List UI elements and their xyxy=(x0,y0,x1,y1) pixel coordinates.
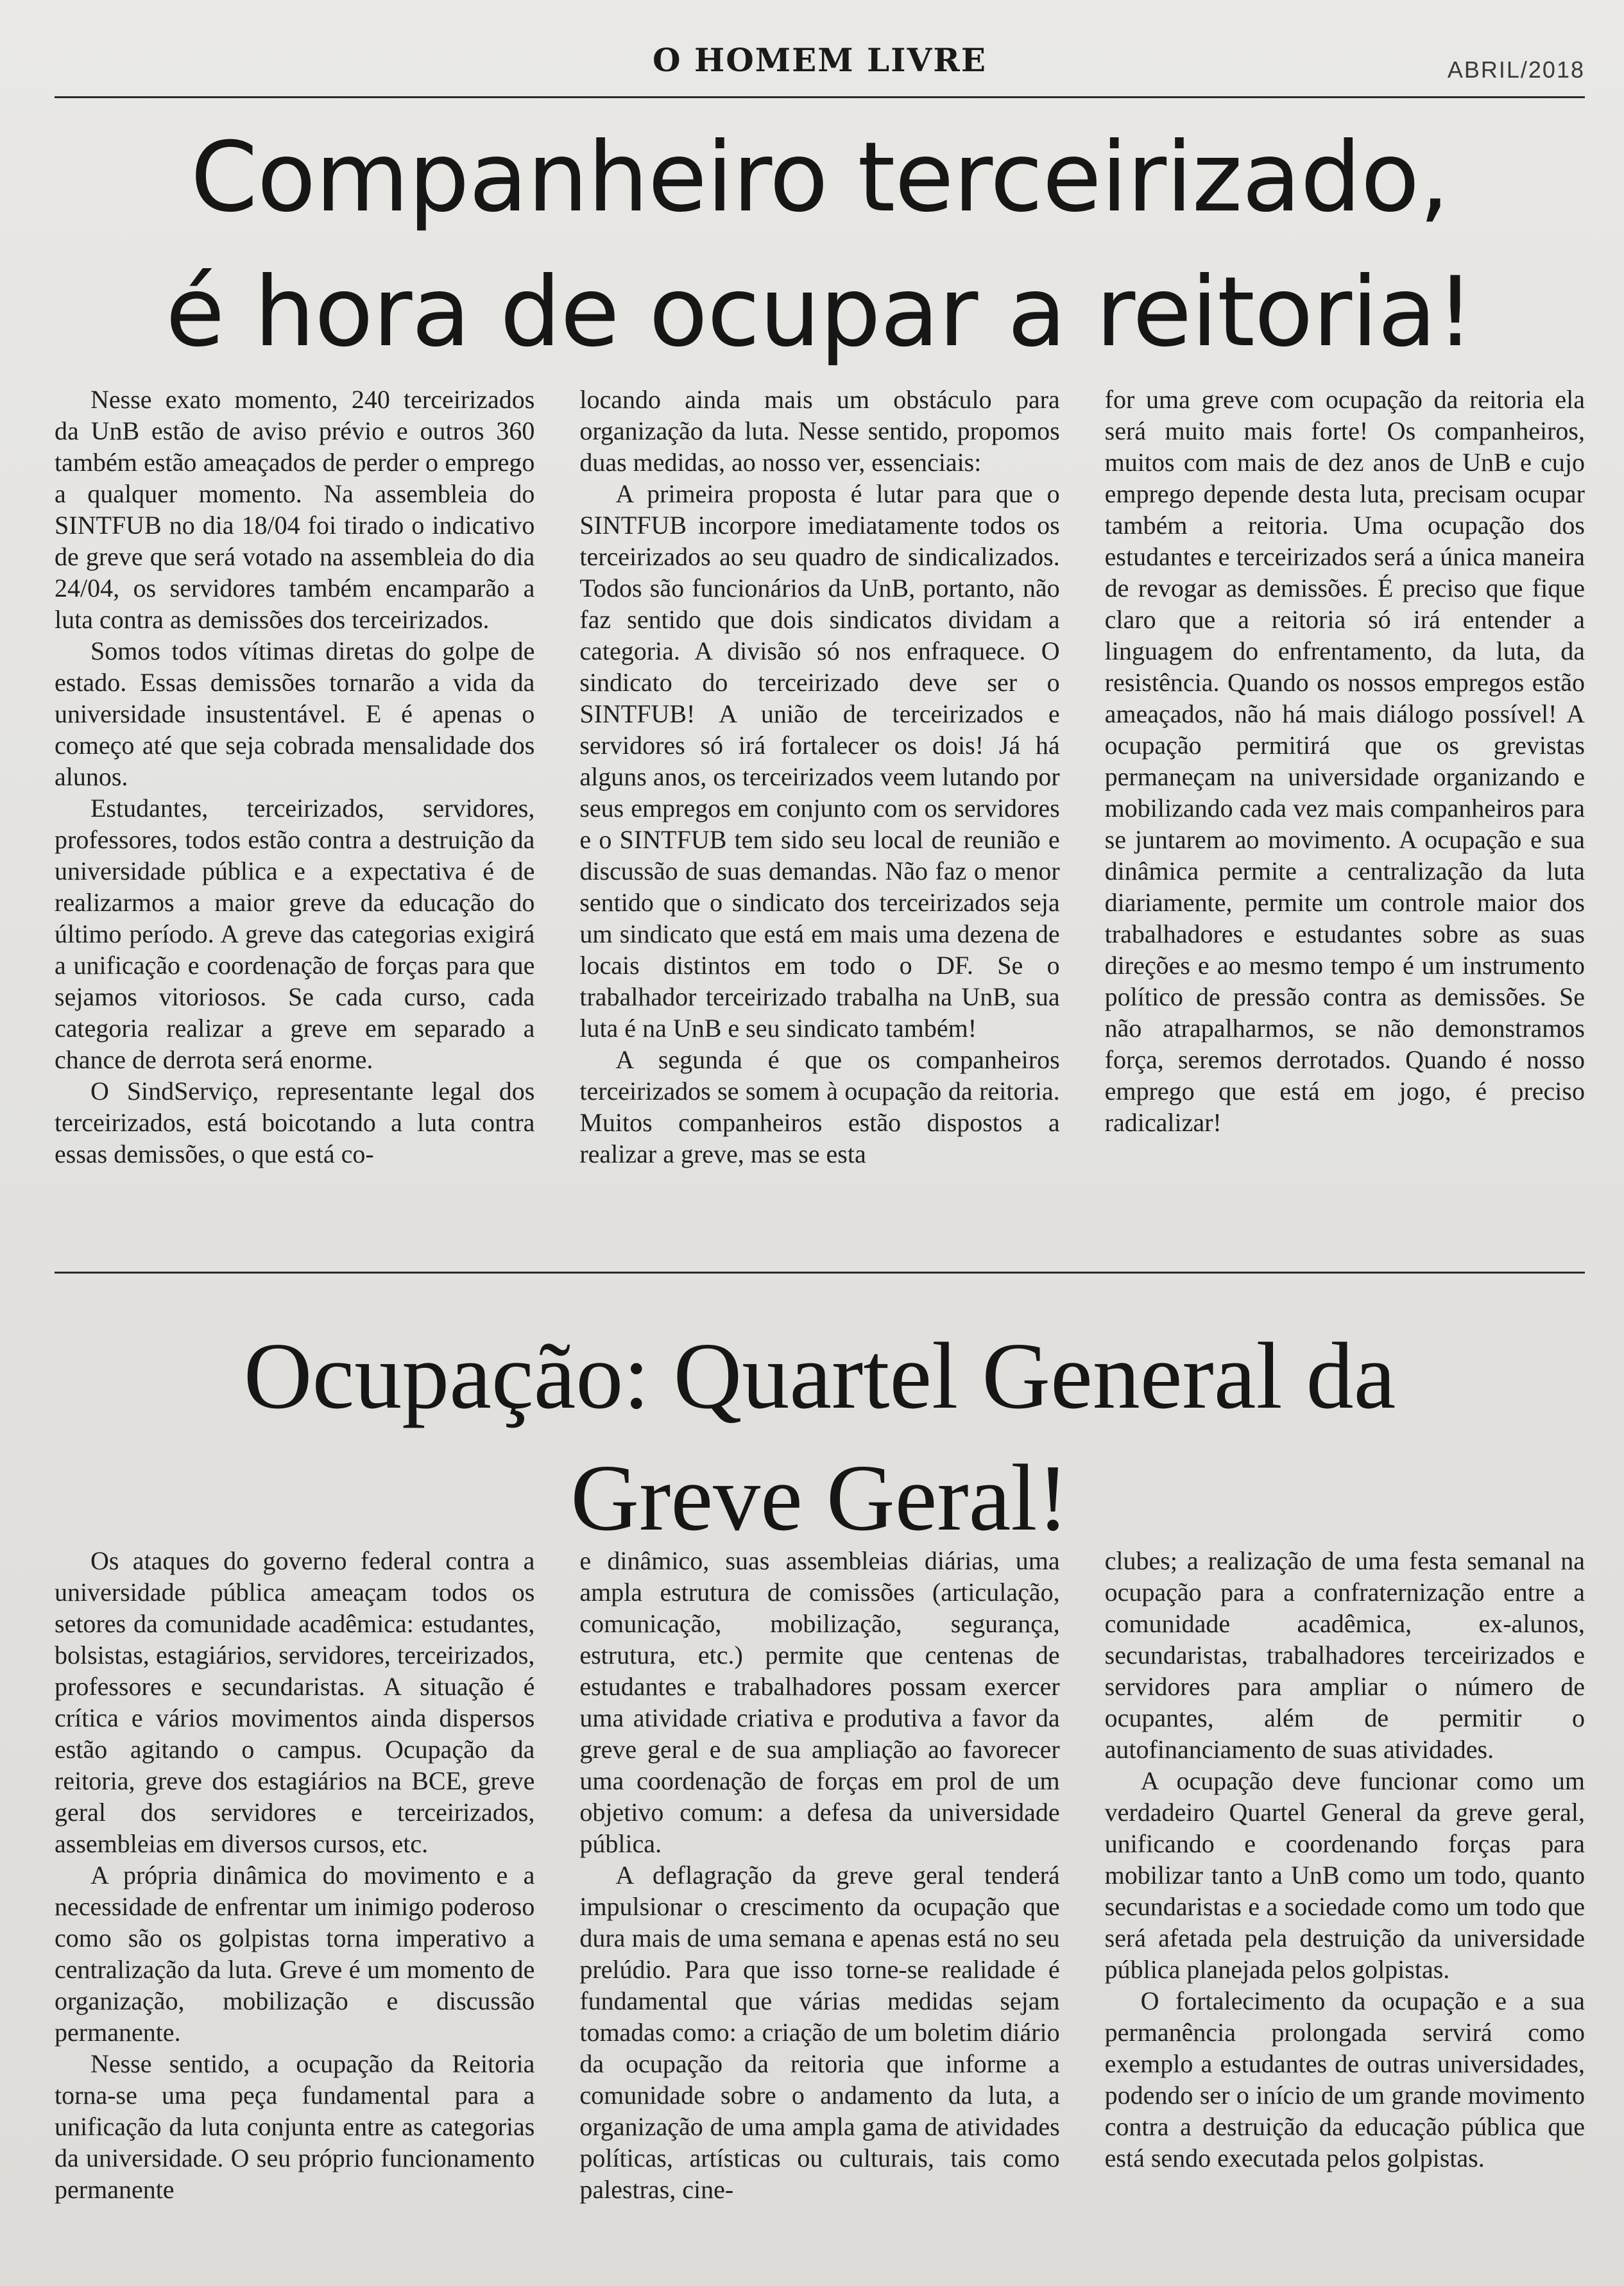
article1-column-2 xyxy=(579,384,1059,1170)
article2-paragraph: A própria dinâmica do movimento e a necessidade de enfrentar um inimigo poderoso como são os golpistas torna imperativo a centralização da luta. Greve é um momento de organização, mobilização e discussão permanente. xyxy=(55,1861,535,2047)
article2-paragraph: e dinâmico, suas assembleias diárias, uma ampla estrutura de comissões (articulação, comunicação, mobilização, segurança, estrutura, etc.) permite que centenas de estudantes e trabalhadores possam exercer uma atividade criativa e produtiva a favor da greve geral e de sua ampliação ao favorecer uma coordenação de forças em prol de um objetivo comum: a defesa da universidade pública. xyxy=(579,1546,1060,1858)
article1-paragraph: Somos todos vítimas diretas do golpe de estado. Essas demissões tornarão a vida da universidade insustentável. E é apenas o começo até que seja cobrada mensalidade dos alunos. xyxy=(55,636,535,791)
article1-paragraph: Nesse exato momento, 240 terceirizados da UnB estão de aviso prévio e outros 360 também estão ameaçados de perder o emprego a qualquer momento. Na assembleia do SINTFUB no dia 18/04 foi tirado o indicativo de greve que será votado na assembleia do dia 24/04, os servidores também encamparão a luta contra as demissões dos terceirizados. xyxy=(55,385,535,634)
issue-date: ABRIL/2018 xyxy=(1447,56,1585,83)
article2-column-2 xyxy=(579,1545,1059,2205)
article1-headline xyxy=(55,110,1585,380)
article2-paragraph: clubes; a realização de uma festa semanal na ocupação para a confraternização entre a comunidade acadêmica, ex-alunos, secundaristas, trabalhadores terceirizados e servidores para ampliar o número de ocupantes, além de permitir o autofinanciamento de suas atividades. xyxy=(1104,1546,1585,1764)
article1-headline-line2: é hora de ocupar a reitoria! xyxy=(166,257,1474,368)
article2-paragraph: O fortalecimento da ocupação e a sua permanência prolongada servirá como exemplo a estudantes de outras universidades, podendo ser o início de um grande movimento contra a destruição da educação pública que está sendo executada pelos golpistas. xyxy=(1104,1986,1585,2172)
article2-headline xyxy=(55,1315,1585,1559)
article2-column-1 xyxy=(55,1545,534,2205)
section-divider xyxy=(55,1272,1585,1274)
article2-headline-line2: Greve Geral! xyxy=(570,1446,1069,1551)
article2-paragraph: Os ataques do governo federal contra a universidade pública ameaçam todos os setores da comunidade acadêmica: estudantes, bolsistas, estagiários, servidores, terceirizados, professores e secundaristas. A situação é crítica e vários movimentos ainda dispersos estão agitando o campus. Ocupação da reitoria, greve dos estagiários na BCE, greve geral dos servidores e terceirizados, assembleias em diversos cursos, etc. xyxy=(55,1546,535,1858)
article1-headline-line1: Companheiro terceirizado, xyxy=(190,122,1449,234)
article2-paragraph: A ocupação deve funcionar como um verdadeiro Quartel General da greve geral, unificando e coordenando forças para mobilizar tanto a UnB como um todo, quanto secundaristas e a sociedade como um todo que será afetada pela destruição da universidade pública planejada pelos golpistas. xyxy=(1104,1766,1585,1984)
article1-paragraph: A primeira proposta é lutar para que o SINTFUB incorpore imediatamente todos os terceirizados ao seu quadro de sindicalizados. Todos são funcionários da UnB, portanto, não faz sentido que dois sindicatos dividam a categoria. A divisão só nos enfraquece. O sindicato do terceirizado deve ser o SINTFUB! A união de terceirizados e servidores só irá fortalecer os dois! Já há alguns anos, os terceirizados veem lutando por seus empregos em conjunto com os servidores e o SINTFUB tem sido seu local de reunião e discussão de suas demandas. Não faz o menor sentido que o sindicato dos terceirizados seja um sindicato que está em mais uma dezena de locais distintos em todo o DF. Se o trabalhador terceirizado trabalha na UnB, sua luta é na UnB e seu sindicato também! xyxy=(579,479,1060,1043)
article2-paragraph: Nesse sentido, a ocupação da Reitoria torna-se uma peça fundamental para a unificação da luta conjunta entre as categorias da universidade. O seu próprio funcionamento permanente xyxy=(55,2049,535,2204)
article2-headline-line1: Ocupação: Quartel General da xyxy=(243,1324,1396,1429)
article1-paragraph: Estudantes, terceirizados, servidores, professores, todos estão contra a destruição da universidade pública e a expectativa é de realizarmos a maior greve da educação do último período. A greve das categorias exigirá a unificação e coordenação de forças para que sejamos vitoriosos. Se cada curso, cada categoria realizar a greve em separado a chance de derrota será enorme. xyxy=(55,794,535,1074)
article1-paragraph: O SindServiço, representante legal dos terceirizados, está boicotando a luta contra essas demissões, o que está co- xyxy=(55,1077,535,1168)
article2-paragraph: A deflagração da greve geral tenderá impulsionar o crescimento da ocupação que dura mais de uma semana e apenas está no seu prelúdio. Para que isso torne-se realidade é fundamental que várias medidas sejam tomadas como: a criação de um boletim diário da ocupação da reitoria que informe a comunidade sobre o andamento da luta, a organização de uma ampla gama de atividades políticas, artísticas ou culturais, tais como palestras, cine- xyxy=(579,1861,1060,2204)
article1-paragraph: A segunda é que os companheiros terceirizados se somem à ocupação da reitoria. Muitos companheiros estão dispostos a realizar a greve, mas se esta xyxy=(579,1045,1060,1168)
article2-column-3 xyxy=(1105,1545,1585,2205)
article1-column-1 xyxy=(55,384,534,1170)
article1-body xyxy=(55,384,1585,1170)
masthead xyxy=(55,37,1585,98)
article1-paragraph: for uma greve com ocupação da reitoria ela será muito mais forte! Os companheiros, muitos com mais de dez anos de UnB e cujo emprego depende desta luta, precisam ocupar também a reitoria. Uma ocupação dos estudantes e terceirizados será a única maneira de revogar as demissões. É preciso que fique claro que a reitoria só irá entender a linguagem do enfrentamento, da luta, da resistência. Quando os nossos empregos estão ameaçados, não há mais diálogo possível! A ocupação permitirá que os grevistas permaneçam na universidade organizando e mobilizando cada vez mais companheiros para se juntarem ao movimento. A ocupação e sua dinâmica permite a centralização da luta diariamente, permite um controle maior dos trabalhadores e estudantes sobre as suas direções e ao mesmo tempo é um instrumento político de pressão contra as demissões. Se não atrapalharmos, se não demonstramos força, seremos derrotados. Quando é nosso emprego que está em jogo, é preciso radicalizar! xyxy=(1104,385,1585,1137)
newspaper-name: O HOMEM LIVRE xyxy=(653,41,987,79)
article1-paragraph: locando ainda mais um obstáculo para organização da luta. Nesse sentido, propomos duas medidas, ao nosso ver, essenciais: xyxy=(579,385,1060,477)
article2-body xyxy=(55,1545,1585,2205)
article1-column-3 xyxy=(1105,384,1585,1170)
